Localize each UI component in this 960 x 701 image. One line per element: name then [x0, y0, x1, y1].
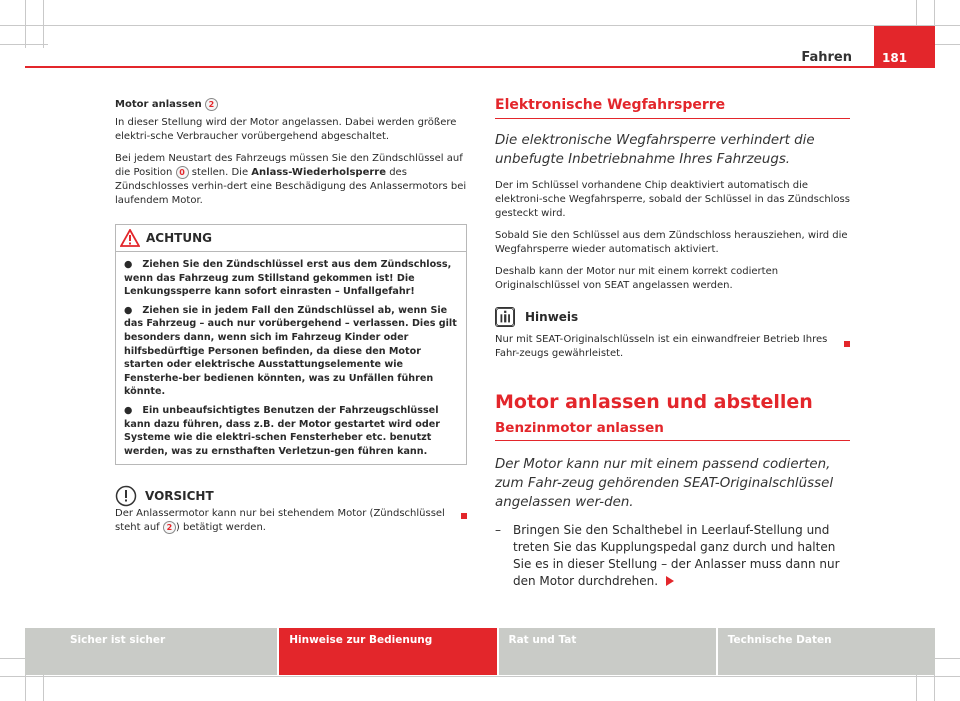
crop-mark [0, 44, 48, 45]
warning-item [124, 304, 458, 399]
info-note-icon [495, 307, 515, 327]
warning-title: ACHTUNG [146, 231, 212, 245]
header-rule [25, 66, 935, 68]
text: stellen. Die [191, 167, 249, 178]
paragraph: In dieser Stellung wird der Motor angelassen. Dabei werden größere elektri-sche Verbraucher vorübergehend abgeschaltet. [115, 117, 457, 142]
motor-heading [115, 98, 467, 112]
warning-text: Ein unbeaufsichtigtes Benutzen der Fahrzeugschlüssel kann dazu führen, dass z.B. der Motor gestartet wird oder Systeme wie die elektri-schen Fensterheber etc. benutzt werden, was zu ernsthaften Verletzun-gen führen kann. [124, 404, 440, 457]
bullet: ● [124, 259, 133, 270]
motor-heading-text: Motor anlassen [115, 99, 202, 110]
step-item [495, 522, 850, 590]
text: ) betätigt werden. [175, 522, 266, 534]
caution-text [115, 507, 467, 535]
crop-mark [25, 0, 26, 48]
paragraph: Deshalb kann der Motor nur mit einem korrekt codierten Originalschlüssel von SEAT angelassen werden. [495, 266, 779, 291]
page-number: 181 [874, 26, 935, 68]
warning-text: Ziehen sie in jedem Fall den Zündschlüssel ab, wenn Sie das Fahrzeug – auch nur vorübergehend – verlassen. Dies gilt besonders dann, wenn sich im Fahrzeug Kinder oder hilfsbedürftige Personen befinden, da diese den Motor starten oder elektrische Ausstattungselemente wie Fensterhe-ber bedienen könnten, was zu Unfällen führen könnte. [124, 304, 457, 398]
text: Der Anlassermotor kann nur bei stehendem Motor (Zündschlüssel steht auf [115, 508, 445, 534]
caution-exclamation-icon [115, 485, 137, 507]
paragraph: Sobald Sie den Schlüssel aus dem Zündschloss herausziehen, wird die Wegfahrsperre wieder automatisch aktiviert. [495, 230, 848, 255]
footer-tab-rat[interactable]: Rat und Tat [499, 628, 718, 675]
warning-item [124, 404, 458, 458]
crop-mark [0, 25, 960, 26]
position-ref: 2 [163, 521, 176, 534]
chapter-title: Fahren [801, 50, 852, 65]
footer-tab-sicher[interactable]: Sicher ist sicher [25, 628, 279, 675]
section-end-mark [844, 341, 850, 347]
footer-nav [25, 628, 935, 675]
section-intro: Die elektronische Wegfahrsperre verhindert die unbefugte Inbetriebnahme Ihres Fahrzeugs. [495, 133, 815, 167]
note-block [495, 307, 850, 361]
footer-tab-bedienung[interactable]: Hinweise zur Bedienung [279, 628, 498, 675]
section-end-mark [461, 513, 467, 519]
bullet: ● [124, 404, 133, 416]
caution-block [115, 485, 467, 535]
chapter-heading: Motor anlassen und abstellen [495, 391, 813, 413]
section-title: Elektronische Wegfahrsperre [495, 98, 850, 119]
left-column [115, 98, 467, 543]
bullet: ● [124, 304, 133, 316]
position-ref: 2 [205, 98, 218, 111]
text: des Zündschlosses verhin-dert eine Beschädigung des Anlassermotors bei laufendem Motor. [115, 167, 467, 206]
warning-box [115, 224, 467, 465]
text: Nur mit SEAT-Originalschlüsseln ist ein einwandfreier Betrieb Ihres Fahr-zeugs gewährleistet. [495, 334, 828, 359]
dash: – [495, 523, 501, 537]
step-text: Bringen Sie den Schalthebel in Leerlauf-Stellung und treten Sie das Kupplungspedal ganz durch und halten Sie es in dieser Stellung – der Anlasser muss dann nur den Motor durchdrehen. [513, 523, 840, 588]
paragraph [115, 152, 467, 208]
warning-header [116, 225, 466, 252]
warning-triangle-icon [120, 229, 140, 247]
text: Bei jedem Neustart des Fahrzeugs müssen Sie den Zündschlüssel auf die Position [115, 153, 463, 178]
warning-item [124, 258, 458, 299]
footer-tab-technik[interactable]: Technische Daten [718, 628, 935, 675]
sub-intro: Der Motor kann nur mit einem passend codierten, zum Fahr-zeug gehörenden SEAT-Originalschlüssel angelassen wer-den. [495, 457, 834, 510]
note-title: Hinweis [525, 310, 579, 324]
crop-mark [43, 0, 44, 48]
note-text [495, 333, 850, 361]
right-column [495, 98, 850, 590]
caution-title: VORSICHT [145, 489, 214, 504]
warning-text: Ziehen Sie den Zündschlüssel erst aus dem Zündschloss, wenn das Fahrzeug zum Stillstand gekommen ist! Die Lenkungssperre kann sofort einrasten – Unfallgefahr! [124, 259, 452, 298]
warning-body [116, 252, 466, 464]
crop-mark [0, 676, 960, 677]
bold-term: Anlass-Wiederholsperre [251, 167, 387, 178]
sub-heading: Benzinmotor anlassen [495, 421, 850, 441]
paragraph: Der im Schlüssel vorhandene Chip deaktiviert automatisch die elektroni-sche Wegfahrsperre, sobald der Schlüssel in das Zündschloss gesteckt wird. [495, 180, 850, 219]
continue-arrow-icon [666, 576, 674, 586]
position-ref: 0 [176, 166, 189, 179]
